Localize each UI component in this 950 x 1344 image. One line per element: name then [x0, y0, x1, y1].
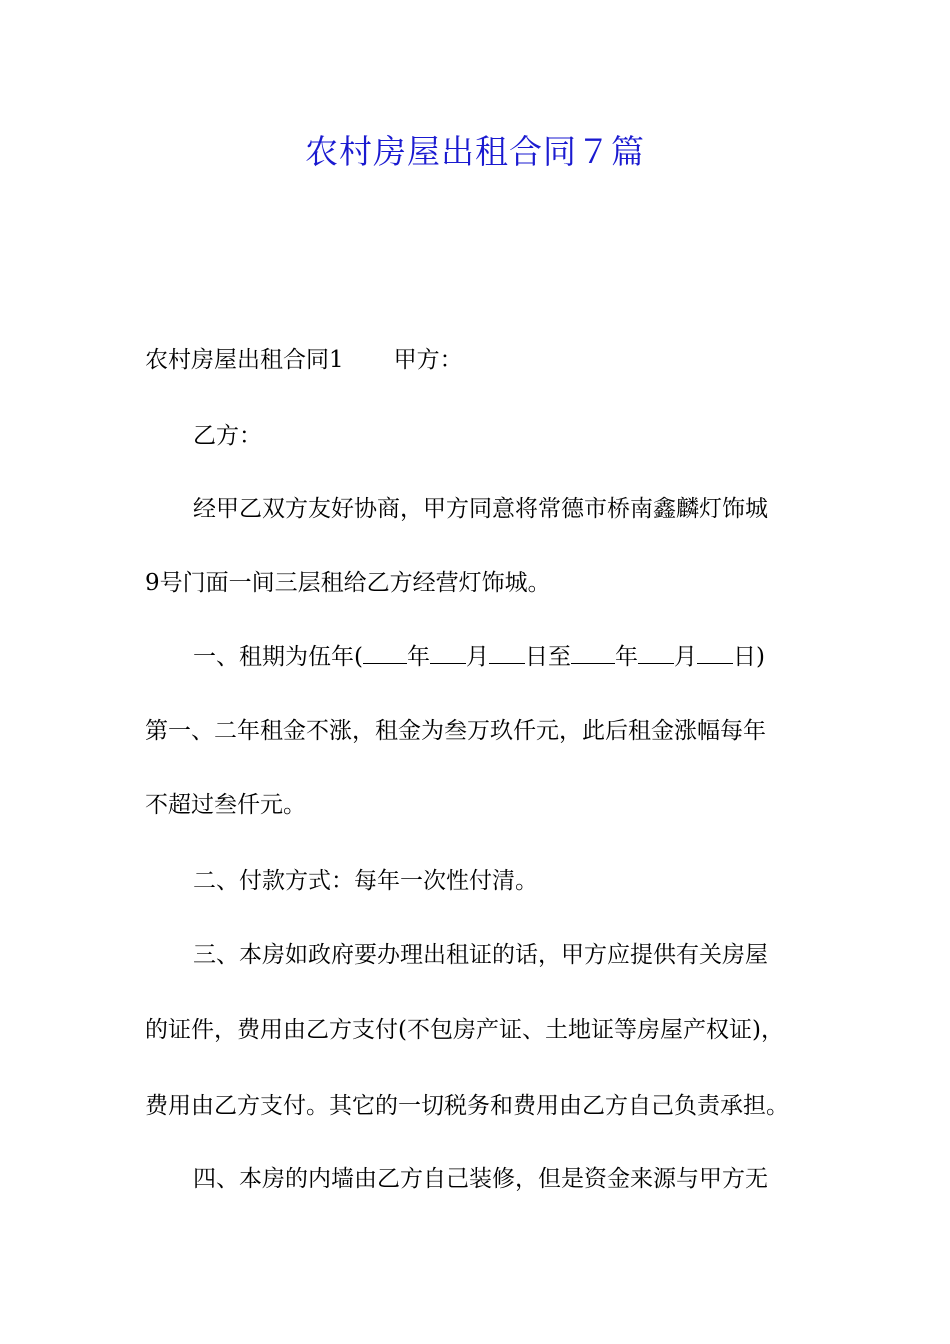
- month-label: 月: [465, 644, 489, 670]
- paragraph-intro-line-1: 经甲乙双方友好协商，甲方同意将常德市桥南鑫麟灯饰城: [193, 496, 768, 522]
- clause-3-line-3: 费用由乙方支付。其它的一切税务和费用由乙方自己负责承担。: [145, 1093, 789, 1119]
- blank-month-start: [430, 641, 466, 664]
- clause-1-line-1: [193, 641, 863, 673]
- contract-heading-line: [145, 344, 815, 376]
- blank-year-end: [571, 641, 615, 664]
- blank-day-start: [489, 641, 525, 664]
- day-label-end: 日): [732, 644, 765, 670]
- day-to-label: 日至: [524, 644, 571, 670]
- clause-2: 二、付款方式：每年一次性付清。: [193, 868, 538, 894]
- clause-3-line-1: 三、本房如政府要办理出租证的话，甲方应提供有关房屋: [193, 942, 768, 968]
- month-label-end: 月: [673, 644, 697, 670]
- clause-1-start: 一、租期为伍年(: [193, 644, 363, 670]
- clause-4-line-1: 四、本房的内墙由乙方自己装修，但是资金来源与甲方无: [193, 1166, 768, 1192]
- year-label: 年: [406, 644, 430, 670]
- document-title: 农村房屋出租合同７篇: [305, 132, 645, 171]
- year-label-end: 年: [614, 644, 638, 670]
- paragraph-intro-line-2: 9号门面一间三层租给乙方经营灯饰城。: [145, 570, 551, 596]
- contract-heading: 农村房屋出租合同1: [145, 347, 344, 373]
- clause-1-line-3: 不超过叁仟元。: [145, 792, 306, 818]
- blank-year-start: [363, 641, 407, 664]
- blank-day-end: [697, 641, 733, 664]
- blank-month-end: [638, 641, 674, 664]
- clause-1-line-2: 第一、二年租金不涨，租金为叁万玖仟元，此后租金涨幅每年: [145, 718, 766, 744]
- clause-3-line-2: 的证件，费用由乙方支付(不包房产证、土地证等房屋产权证)，: [145, 1017, 784, 1043]
- party-b-label: 乙方：: [193, 423, 262, 449]
- party-a-label: 甲方：: [393, 347, 463, 373]
